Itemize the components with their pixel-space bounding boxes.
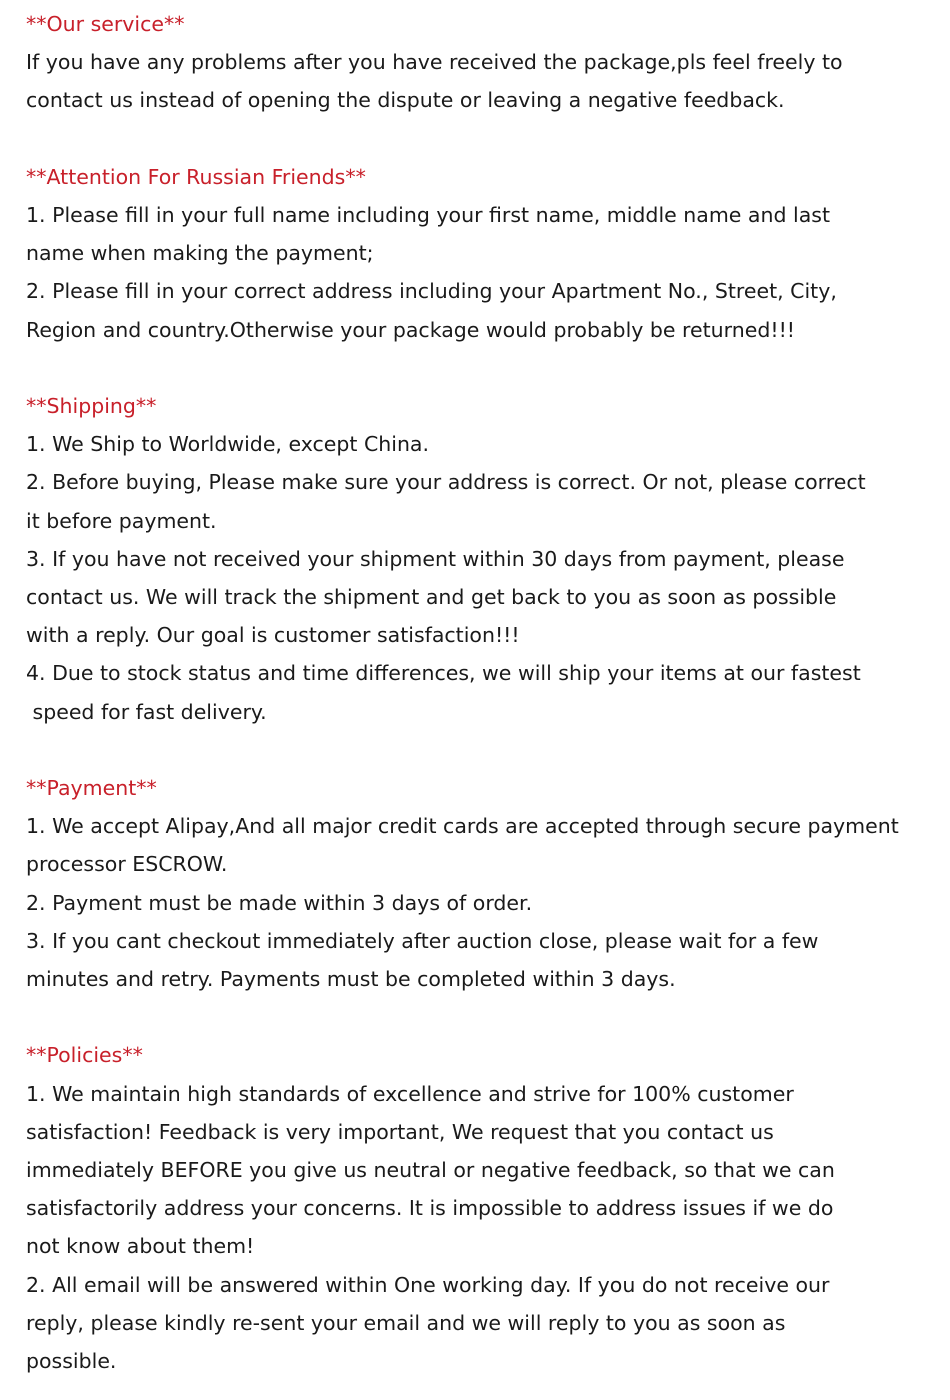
section-heading: **Policies** <box>26 1043 143 1068</box>
text-line: 1. Please fill in your full name including your first name, middle name and last <box>26 203 830 227</box>
section-our-service <box>26 5 936 120</box>
text-line: 2. Before buying, Please make sure your address is correct. Or not, please correct <box>26 470 866 495</box>
text-line: satisfaction! Feedback is very important, We request that you contact us <box>26 1119 774 1144</box>
text-line: satisfactorily address your concerns. It is impossible to address issues if we do <box>26 1196 834 1221</box>
text-line: 2. Please fill in your correct address including your Apartment No., Street, City, <box>26 279 837 304</box>
text-line: name when making the payment; <box>26 241 374 266</box>
text-line: 2. All email will be answered within One working day. If you do not receive our <box>26 1272 830 1297</box>
text-line: contact us. We will track the shipment and get back to you as soon as possible <box>26 585 837 610</box>
text-line: not know about them! <box>26 1234 255 1259</box>
text-line: reply, please kindly re-sent your email and we will reply to you as soon as <box>26 1310 786 1335</box>
text-line: processor ESCROW. <box>26 852 228 877</box>
store-policy-document <box>26 5 936 1380</box>
section-heading: **Payment** <box>26 776 157 801</box>
text-line: 1. We accept Alipay,And all major credit cards are accepted through secure payment <box>26 814 899 839</box>
section-heading: **Our service** <box>26 12 185 36</box>
text-line: immediately BEFORE you give us neutral or negative feedback, so that we can <box>26 1158 835 1183</box>
section-heading: **Shipping** <box>26 394 157 418</box>
section-payment <box>26 769 936 998</box>
text-line: contact us instead of opening the dispute or leaving a negative feedback. <box>26 88 785 113</box>
text-line: possible. <box>26 1349 117 1374</box>
text-line: with a reply. Our goal is customer satisfaction!!! <box>26 623 520 648</box>
section-heading: **Attention For Russian Friends** <box>26 164 366 189</box>
text-line: 3. If you cant checkout immediately after auction close, please wait for a few <box>26 928 819 953</box>
text-line: 1. We Ship to Worldwide, except China. <box>26 432 430 457</box>
section-policies <box>26 1036 936 1380</box>
text-line: Region and country.Otherwise your package would probably be returned!!! <box>26 317 796 342</box>
text-line: 2. Payment must be made within 3 days of order. <box>26 890 533 915</box>
text-line: If you have any problems after you have received the package,pls feel freely to <box>26 50 843 75</box>
text-line: 4. Due to stock status and time differences, we will ship your items at our fastest <box>26 661 861 686</box>
text-line: speed for fast delivery. <box>26 699 267 724</box>
text-line: it before payment. <box>26 508 217 533</box>
text-line: minutes and retry. Payments must be completed within 3 days. <box>26 967 676 992</box>
section-russian-friends <box>26 158 936 349</box>
text-line: 3. If you have not received your shipment within 30 days from payment, please <box>26 546 845 571</box>
text-line: 1. We maintain high standards of excellence and strive for 100% customer <box>26 1081 794 1106</box>
section-shipping <box>26 387 936 731</box>
